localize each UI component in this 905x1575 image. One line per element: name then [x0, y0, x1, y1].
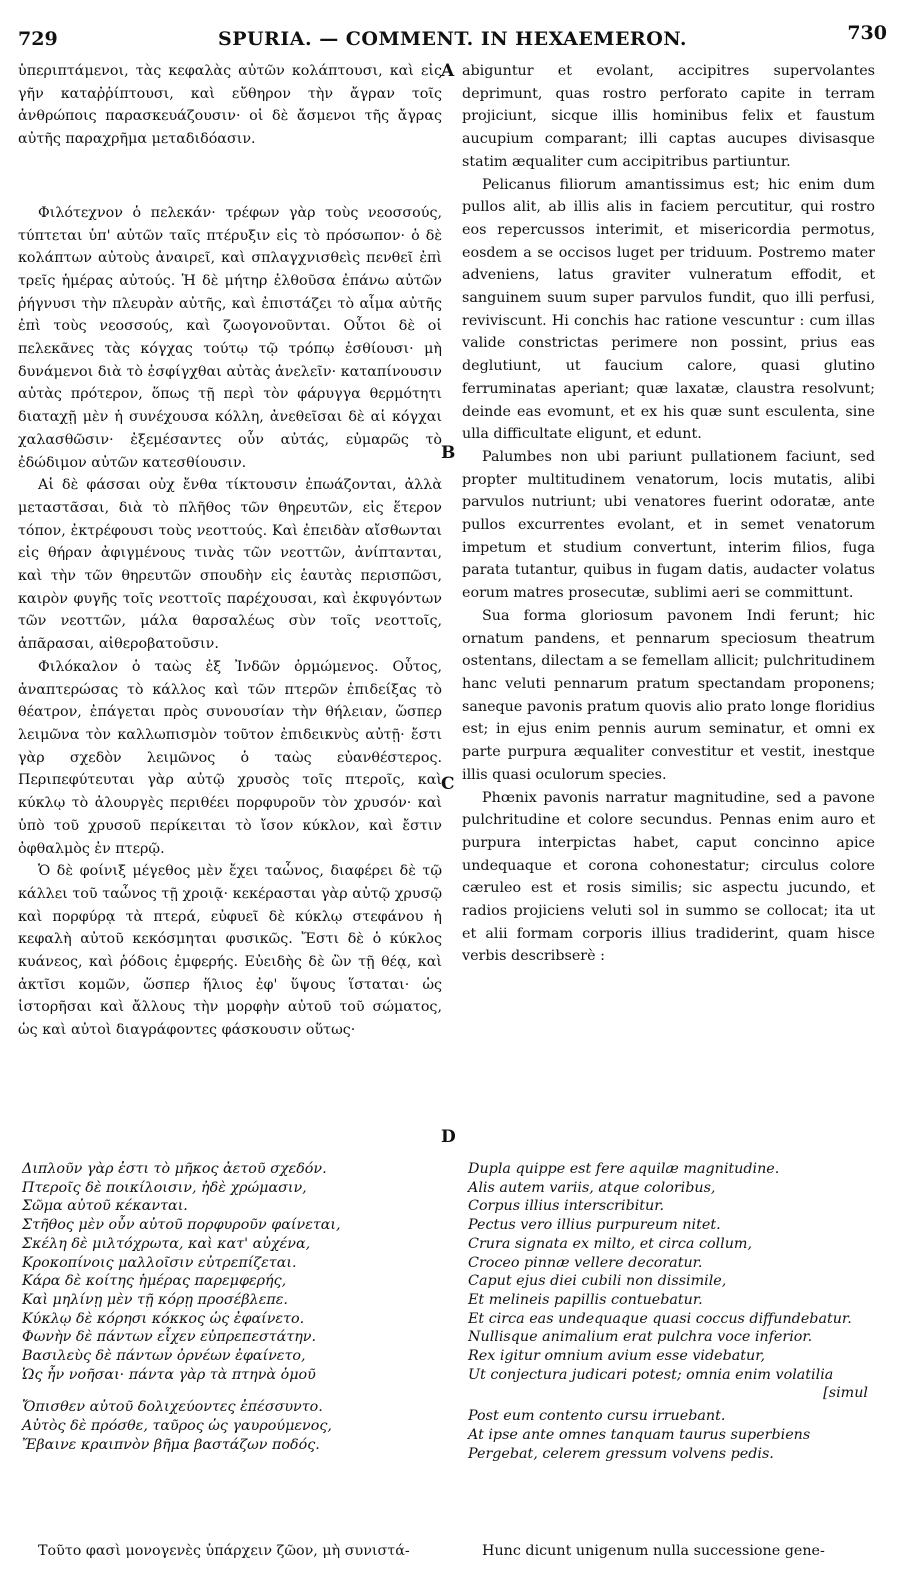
greek-last-line: Τοῦτο φασὶ μονογενὲς ὑπάρχειν ζῶον, μὴ συνιστά-: [38, 1543, 410, 1559]
latin-verse-line: Et melineis papillis contuebatur.: [468, 1291, 703, 1308]
greek-paragraph-doves: Αἱ δὲ φάσσαι οὐχ ἔνθα τίκτουσιν ἐπωάζονται, ἀλλὰ μεταστᾶσαι, διὰ τὸ πλῆθος τῶν θηρευτῶν, εἰς ἕτερον τόπον, ἐκτρέφουσι τοὺς νεοττούς. Καὶ ἐπειδὰν αἴσθωνται εἰς θήραν ἀφιγμένους τινὰς τῶν νεοττῶν, ἀνίπτανται, καὶ τὴν τῶν θηρευτῶν σπουδὴν εἰς ἑαυτὰς περισπῶσι, καιρὸν φυγῆς τοῖς νεοττοῖς παρέχουσαι, καὶ ἐκφυγόντων τῶν νεοττῶν, μάλα θαρσαλέως σὺν τοῖς νεοττοῖς, ἀπᾶρασαι, αἰθεροβατοῦσιν.: [18, 477, 442, 653]
latin-verse-line: Croceo pinnæ vellere decoratur.: [468, 1254, 703, 1271]
margin-marker-a: A: [441, 61, 455, 81]
latin-paragraph-phoenix: Phœnix pavonis narratur magnitudine, sed a pavone pulchritudine et colore secundus. Pennas enim auro et purpura interpictas habet, caput concinno apice undequaque et corona cohonestatur; circulus colore cæruleo est et rosis similis; sic aspectu jucundo, et radios projiciens veluti sol in summo se collocat; ita ut et alii formam corporis illius tradiderint, quam hisce verbis describserè :: [462, 789, 875, 965]
page-number-left: 729: [18, 28, 58, 50]
greek-paragraph-phoenix: Ὁ δὲ φοίνιξ μέγεθος μὲν ἔχει ταὧνος, διαφέρει δὲ τῷ κάλλει τοῦ ταὧνος τῇ χροιᾷ· κεκέρασται γὰρ αὐτῷ χρυσῷ καὶ πορφύρᾳ τὰ πτερά, εὐφυεῖ δὲ κύκλῳ στεφάνου ἡ κεφαλὴ αὐτοῦ κεκόσμηται φυσικῶς. Ἔστι δὲ ὁ κύκλος κυάνεος, καὶ ῥόδοις ἐμφερής. Εὐειδὴς δὲ ὢν τῇ θέᾳ, καὶ ἀκτῖσι κομῶν, ὥσπερ ἥλιος ἐφ' ὕψους ἵσταται· ὡς ἱστορῆσαι καὶ ἄλλους τὴν μορφὴν αὐτοῦ τοῦ σώματος, ὡς καὶ αὐτοὶ διαγράφοντες φάσκουσιν οὕτως·: [18, 863, 442, 1039]
latin-paragraph-pelican: Pelicanus filiorum amantissimus est; hic enim dum pullos alit, ab illis alis in faciem percutitur, qui rostro eos repercussos interimit, et misericordia permotus, eosdem a se occisos luget per triduum. Postremo mater adveniens, latus graviter vulneratum effodit, et sanguinem suum super parvulos fundit, quo illi perfusi, reviviscunt. Hi conchis hac ratione vescuntur : cum illas valide constrictas perimere non possint, prius eas deglutiunt, ut faucium calore, quasi glutino ferruminatas aperiant; quæ laxatæ, claustra resolvunt; deinde eas evomunt, et ex his quæ sunt esculenta, sine ulla difficultate eligunt, et edunt.: [462, 176, 875, 443]
greek-verse-line: Φωνὴν δὲ πάντων εἶχεν εὐπρεπεστάτην.: [22, 1329, 317, 1346]
greek-verse-line: Σκέλη δὲ μιλτόχρωτα, καὶ κατ' αὐχένα,: [22, 1235, 311, 1252]
latin-verse-line: Nullisque animalium erat pulchra voce inferior.: [468, 1329, 813, 1346]
page-header: [0, 22, 905, 54]
latin-paragraph-doves: Palumbes non ubi pariunt pullationem faciunt, sed propter multitudinem venatorum, locis mutatis, alibi parvulos nutriunt; ubi venatores fuerint odoratæ, ante pullos excurrentes evolant, et in semet venatorum impetum et studium convertunt, interim filios, fuga parata tutantur, quibus in fugam datis, audacter volatus eorum matres prosecutæ, sublimi aeri se committunt.: [462, 448, 875, 602]
greek-verse-line: Διπλοῦν γὰρ ἐστι τὸ μῆκος ἀετοῦ σχεδόν.: [22, 1161, 327, 1177]
margin-marker-b: B: [441, 443, 456, 463]
greek-verse-line: Αὐτὸς δὲ πρόσθε, ταῦρος ὡς γαυρούμενος,: [22, 1418, 332, 1435]
margin-marker-c: C: [441, 774, 455, 794]
latin-verse-turnover: [simul: [823, 1385, 868, 1402]
greek-paragraph-peacock: Φιλόκαλον ὁ ταὼς ἐξ Ἰνδῶν ὁρμώμενος. Οὗτος, ἀναπτερώσας τὸ κάλλος καὶ τῶν πτερῶν ἐπιδείξας τὸ θέατρον, ἐπάγεται πρὸς συνουσίαν τὴν θήλειαν, ὥσπερ λειμῶνα τὸν καλλωπισμὸν τοῦτον ἐπιδεικνὺς αὐτῇ· ἔστι γὰρ σχεδὸν λειμῶνος ὁ ταὼς εὐανθέστερος. Περιπεφύτευται γὰρ αὐτῷ χρυσὸς τοῖς πτεροῖς, καὶ κύκλῳ τὸ ἁλουργὲς περιθέει πορφυροῦν τὸν χρυσόν· καὶ ὑπὸ τοῦ χρυσοῦ περίκειται τὸ ἴσον κύκλον, καὶ ἔστιν ὀφθαλμὸς ἐν πτερῷ.: [18, 658, 442, 857]
latin-verse-line: Rex igitur omnium avium esse videbatur,: [468, 1348, 766, 1365]
greek-verse-line: Βασιλεὺς δὲ πάντων ὀρνέων ἐφαίνετο,: [22, 1348, 306, 1365]
greek-verse-line: Ὡς ἦν νοῆσαι· πάντα γὰρ τὰ πτηνὰ ὁμοῦ: [22, 1366, 316, 1383]
latin-verse-line: Caput ejus diei cubili non dissimile,: [468, 1273, 727, 1290]
greek-verse-line: Κροκοπίνοις μαλλοῖσιν εὐτρεπίζεται.: [22, 1254, 297, 1271]
greek-verse: [22, 1160, 442, 1455]
latin-verse-line: Ut conjectura judicari potest; omnia enim volatilia: [468, 1366, 834, 1383]
latin-verse: [468, 1160, 878, 1463]
latin-paragraph-1: abiguntur et evolant, accipitres supervolantes deprimunt, quas rostro perforato capite in terram projiciunt, sicque illis hominibus felix et faustum aucupium comparant; illi captas aucupes divisasque statim æqualiter cum accipitribus partiuntur.: [462, 63, 875, 170]
latin-column: [462, 60, 875, 968]
greek-verse-line: Ἔβαινε κραιπνὸν βῆμα βαστάζων ποδός.: [22, 1436, 320, 1453]
greek-paragraph-pelican: Φιλότεχνον ὁ πελεκάν· τρέφων γὰρ τοὺς νεοσσούς, τύπτεται ὑπ' αὐτῶν ταῖς πτέρυξιν εἰς τὸ πρόσωπον· ὁ δὲ κολάπτων αὐτοὺς ἀναιρεῖ, καὶ σπλαγχνισθεὶς πενθεῖ ἐπὶ τρεῖς ἡμέρας αὐτούς. Ἡ δὲ μήτηρ ἐλθοῦσα ἐπάνω αὐτῶν ῥήγνυσι τὴν πλευρὰν αὐτῆς, καὶ ἐπιστάζει τὸ αἷμα αὐτῆς ἐπὶ τοὺς νεοσσούς, καὶ ζωογονοῦνται. Οὗτοι δὲ οἱ πελεκᾶνες τὰς κόγχας τούτῳ τῷ τρόπῳ ἐσθίουσι· μὴ δυνάμενοι διὰ τὸ ἐσφίγχθαι αὐτὰς ἀνελεῖν· καταπίνουσιν αὐτὰς πρότερον, ὅπως τῇ περὶ τὸν φάρυγγα θερμότητι διαταχῇ μὲν ἡ συνέχουσα κόλλη, ἀνεθεῖσαι δὲ αἱ κόγχαι χαλασθῶσιν· ἐξεμέσαντες οὖν αὐτάς, εὐμαρῶς τὸ ἐδώδιμον αὐτῶν κατεσθίουσιν.: [18, 204, 442, 471]
greek-verse-line: Καὶ μηλίνῃ μὲν τῇ κόρῃ προσέβλεπε.: [22, 1291, 288, 1308]
latin-verse-line: Crura signata ex milto, et circa collum,: [468, 1235, 753, 1252]
latin-verse-line: Alis autem variis, atque coloribus,: [468, 1179, 716, 1196]
latin-verse-line: Dupla quippe est fere aquilæ magnitudine.: [468, 1161, 780, 1177]
greek-verse-line: Πτεροῖς δὲ ποικίλοισιν, ἠδὲ χρώμασιν,: [22, 1179, 307, 1196]
latin-verse-line: Pectus vero illius purpureum nitet.: [468, 1217, 721, 1234]
greek-verse-line: Σῶμα αὐτοῦ κέκανται.: [22, 1198, 188, 1215]
page-number-right: 730: [847, 22, 887, 44]
running-title: SPURIA. — COMMENT. IN HEXAEMERON.: [217, 28, 688, 50]
latin-verse-line: At ipse ante omnes tanquam taurus superbiens: [468, 1426, 811, 1443]
latin-verse-line: Pergebat, celerem gressum volvens pedis.: [468, 1445, 774, 1462]
latin-verse-line: Post eum contento cursu irruebant.: [468, 1408, 726, 1425]
latin-last-line: Hunc dicunt unigenum nulla successione gene-: [482, 1543, 825, 1559]
greek-last-line-wrap: [18, 1540, 442, 1562]
greek-verse-line: Κύκλῳ δὲ κόρησι κόκκος ὡς ἐφαίνετο.: [22, 1310, 305, 1327]
latin-verse-line: Et circa eas undequaque quasi coccus diffundebatur.: [468, 1310, 852, 1327]
greek-verse-line: Κάρα δὲ κοίτης ἡμέρας παρεμφερής,: [22, 1273, 287, 1290]
greek-verse-line: Στῆθος μὲν οὖν αὐτοῦ πορφυροῦν φαίνεται,: [22, 1217, 341, 1234]
latin-paragraph-peacock: Sua forma gloriosum pavonem Indi ferunt; hic ornatum pandens, et pennarum speciosum theatrum ostentans, dilectam a se femellam allicit; pulchritudinem hanc veluti pennarum pratum spectandam proponens; saneque pavonis pratum quovis alio prato longe floridius est; in ejus enim pennis aurum seminatur, et omni ex parte purpura æqualiter convestitur et vestit, inestque illis quasi oculorum species.: [462, 607, 875, 783]
margin-marker-d: D: [441, 1127, 456, 1147]
greek-paragraph-1: ὑπεριπτάμενοι, τὰς κεφαλὰς αὐτῶν κολάπτουσι, καὶ εἰς γῆν καταῤῥίπτουσι, καὶ εὔθηρον τὴν ἄγραν τοῖς ἀνθρώποις παρασκευάζουσιν· οἱ δὲ ἄσμενοι τῆς ἄγρας αὐτῆς παραχρῆμα μεταδιδόασιν.: [18, 63, 442, 148]
greek-column: [18, 60, 442, 1042]
latin-last-line-wrap: [462, 1540, 875, 1562]
greek-verse-line: Ὄπισθεν αὐτοῦ δολιχεύοντες ἐπέσσυντο.: [22, 1399, 323, 1416]
latin-verse-line: Corpus illius interscribitur.: [468, 1198, 665, 1215]
